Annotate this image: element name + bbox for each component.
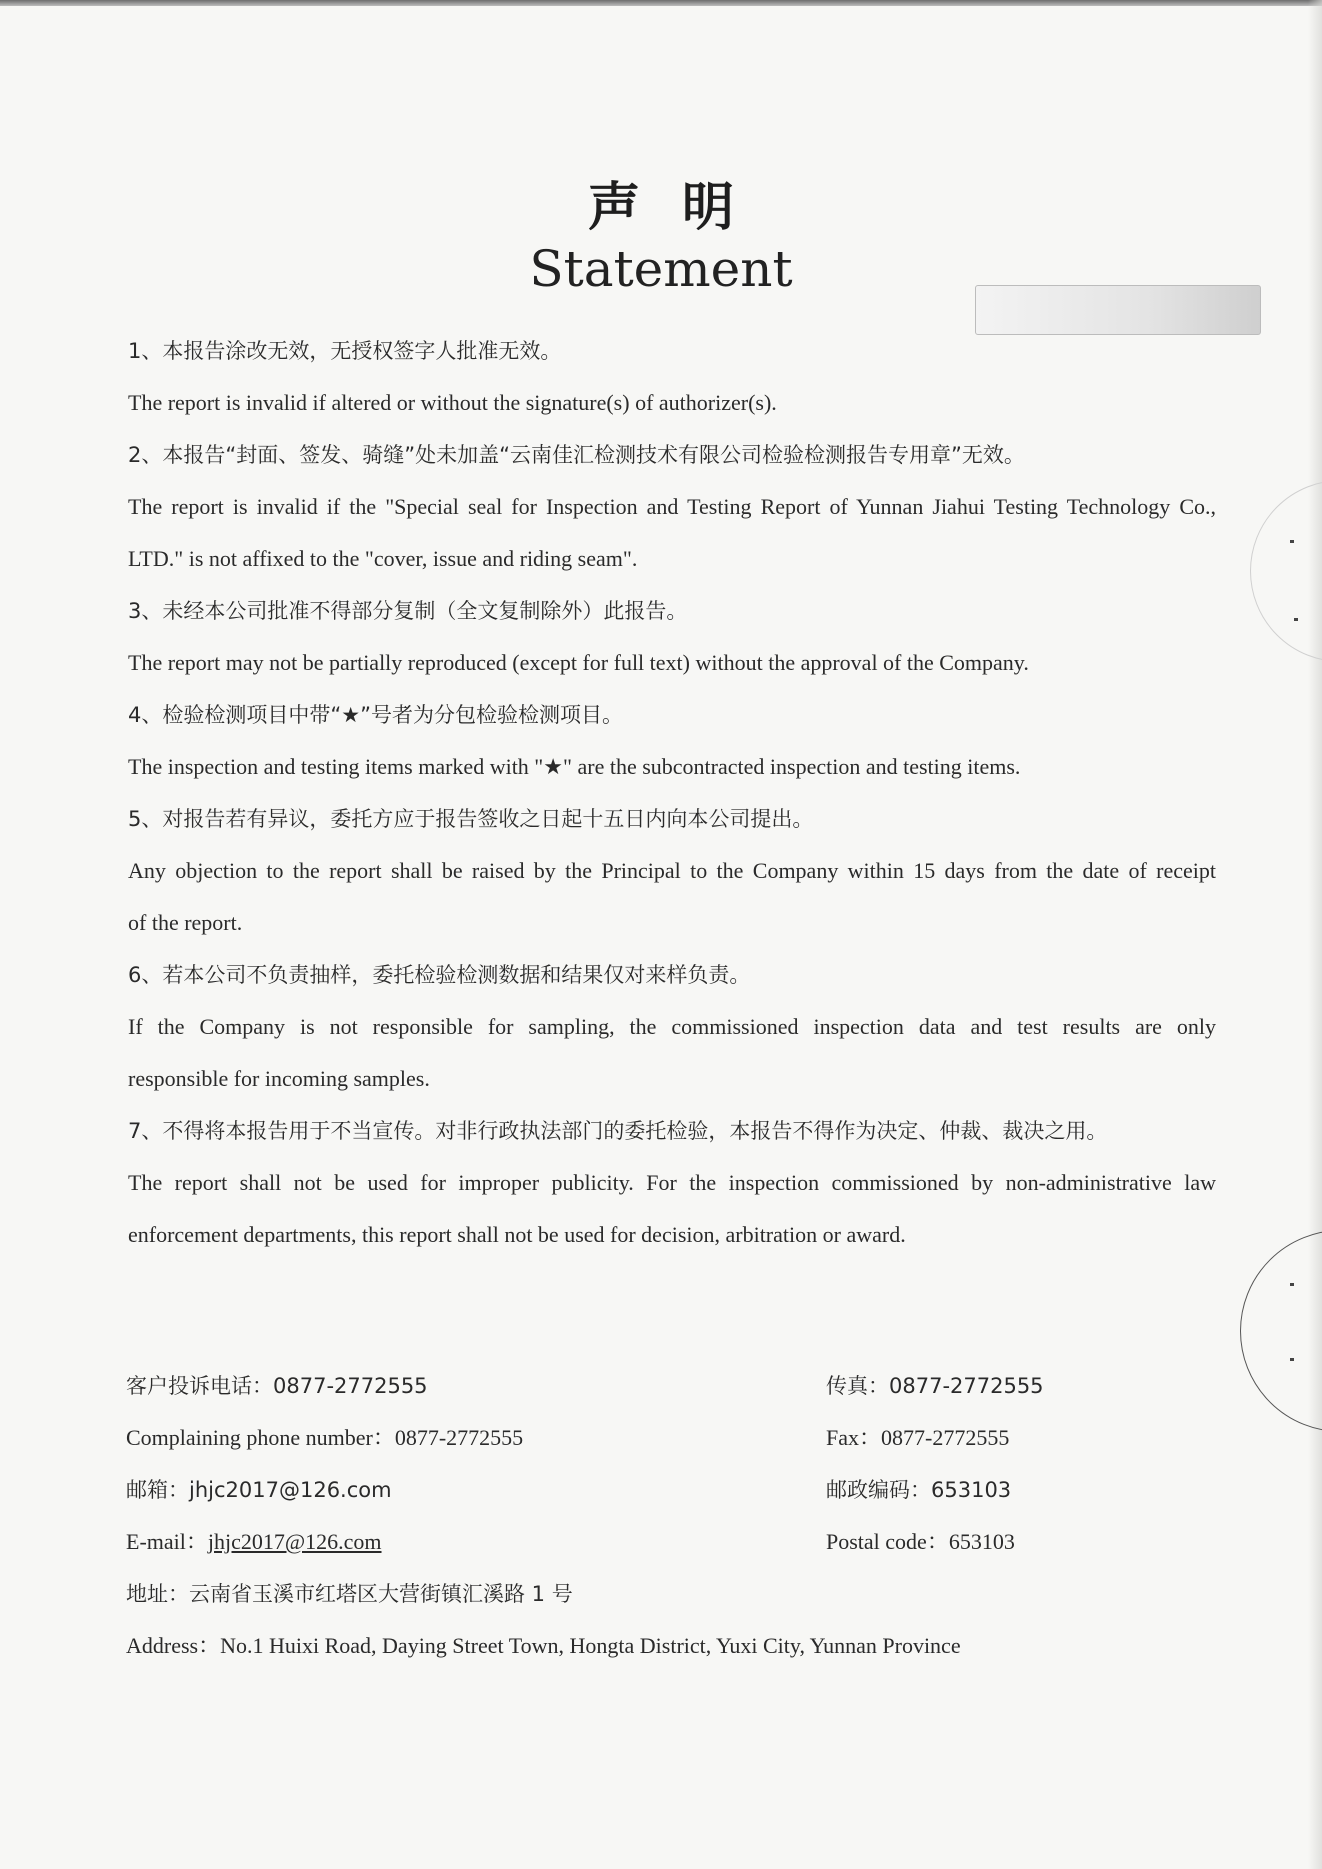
clause-7-cn: 7、不得将本报告用于不当宣传。对非行政执法部门的委托检验，本报告不得作为决定、仲裁、裁决之用。 [128, 1119, 1108, 1143]
clause-4-en: The inspection and testing items marked with "★" are the subcontracted inspection and testing items. [128, 754, 1021, 779]
contact-row-email-cn [126, 1464, 1236, 1516]
address-cn: 地址：云南省玉溪市红塔区大营街镇汇溪路 1 号 [126, 1582, 573, 1606]
clause-7-en-line-1: The report shall not be used for improper publicity. For the inspection commissioned by non-administrative law [128, 1170, 1216, 1195]
clause-3-en: The report may not be partially reproduced (except for full text) without the approval of the Company. [128, 650, 1029, 675]
email-cn: 邮箱：jhjc2017@126.com [126, 1478, 392, 1502]
contact-row-phone-en [126, 1412, 1236, 1464]
clause-2-cn: 2、本报告“封面、签发、骑缝”处未加盖“云南佳汇检测技术有限公司检验检测报告专用章”无效。 [128, 443, 1025, 467]
scan-speck [1290, 1283, 1294, 1286]
clause-6-en-line-1: If the Company is not responsible for sampling, the commissioned inspection data and test results are only [128, 1014, 1216, 1039]
clause-2-en-line-1: The report is invalid if the "Special seal for Inspection and Testing Report of Yunnan Jiahui Testing Technology Co., [128, 494, 1216, 519]
seal-edge-arc [1240, 1230, 1322, 1432]
contact-info [126, 1360, 1236, 1672]
scan-speck [1294, 618, 1298, 621]
faint-seal-edge-arc [1250, 480, 1322, 662]
clause-4-cn: 4、检验检测项目中带“★”号者为分包检验检测项目。 [128, 703, 623, 727]
clause-5-cn: 5、对报告若有异议，委托方应于报告签收之日起十五日内向本公司提出。 [128, 807, 814, 831]
complaint-phone-cn: 客户投诉电话：0877-2772555 [126, 1374, 428, 1398]
clause-1-en: The report is invalid if altered or without the signature(s) of authorizer(s). [128, 390, 777, 415]
clause-5-en-line-2: of the report. [128, 910, 243, 935]
clause-2-en-line-2: LTD." is not affixed to the "cover, issue and riding seam". [128, 546, 638, 571]
clause-6-cn: 6、若本公司不负责抽样，委托检验检测数据和结果仅对来样负责。 [128, 963, 751, 987]
complaint-phone-en: Complaining phone number：0877-2772555 [126, 1425, 524, 1450]
clause-7-en-line-2: enforcement departments, this report shall not be used for decision, arbitration or award. [128, 1222, 906, 1247]
fax-cn: 传真：0877-2772555 [826, 1374, 1044, 1398]
scan-top-edge [0, 0, 1322, 6]
postal-code-en: Postal code：653103 [826, 1529, 1015, 1554]
statement-clauses [128, 325, 1228, 1261]
postal-code-cn: 邮政编码：653103 [826, 1478, 1012, 1502]
address-en: Address：No.1 Huixi Road, Daying Street Town, Hongta District, Yuxi City, Yunnan Province [126, 1633, 961, 1658]
contact-row-address-cn [126, 1568, 1236, 1620]
clause-6-en-line-2: responsible for incoming samples. [128, 1066, 430, 1091]
email-en-label: E-mail： [126, 1529, 208, 1554]
email-link[interactable]: jhjc2017@126.com [207, 1529, 382, 1554]
contact-row-phone-cn [126, 1360, 1236, 1412]
clause-3-cn: 3、未经本公司批准不得部分复制（全文复制除外）此报告。 [128, 599, 688, 623]
contact-row-address-en [126, 1620, 1236, 1672]
email-en [126, 1516, 382, 1568]
clause-1-cn: 1、本报告涂改无效，无授权签字人批准无效。 [128, 339, 562, 363]
fax-en: Fax：0877-2772555 [826, 1425, 1010, 1450]
title-english: Statement [529, 240, 793, 298]
clause-5-en-line-1: Any objection to the report shall be raised by the Principal to the Company within 15 days from the date of receipt [128, 858, 1216, 883]
scan-speck [1290, 540, 1294, 543]
scan-speck [1290, 1358, 1294, 1361]
title-chinese: 声明 [587, 178, 776, 238]
contact-row-email-en [126, 1516, 1236, 1568]
